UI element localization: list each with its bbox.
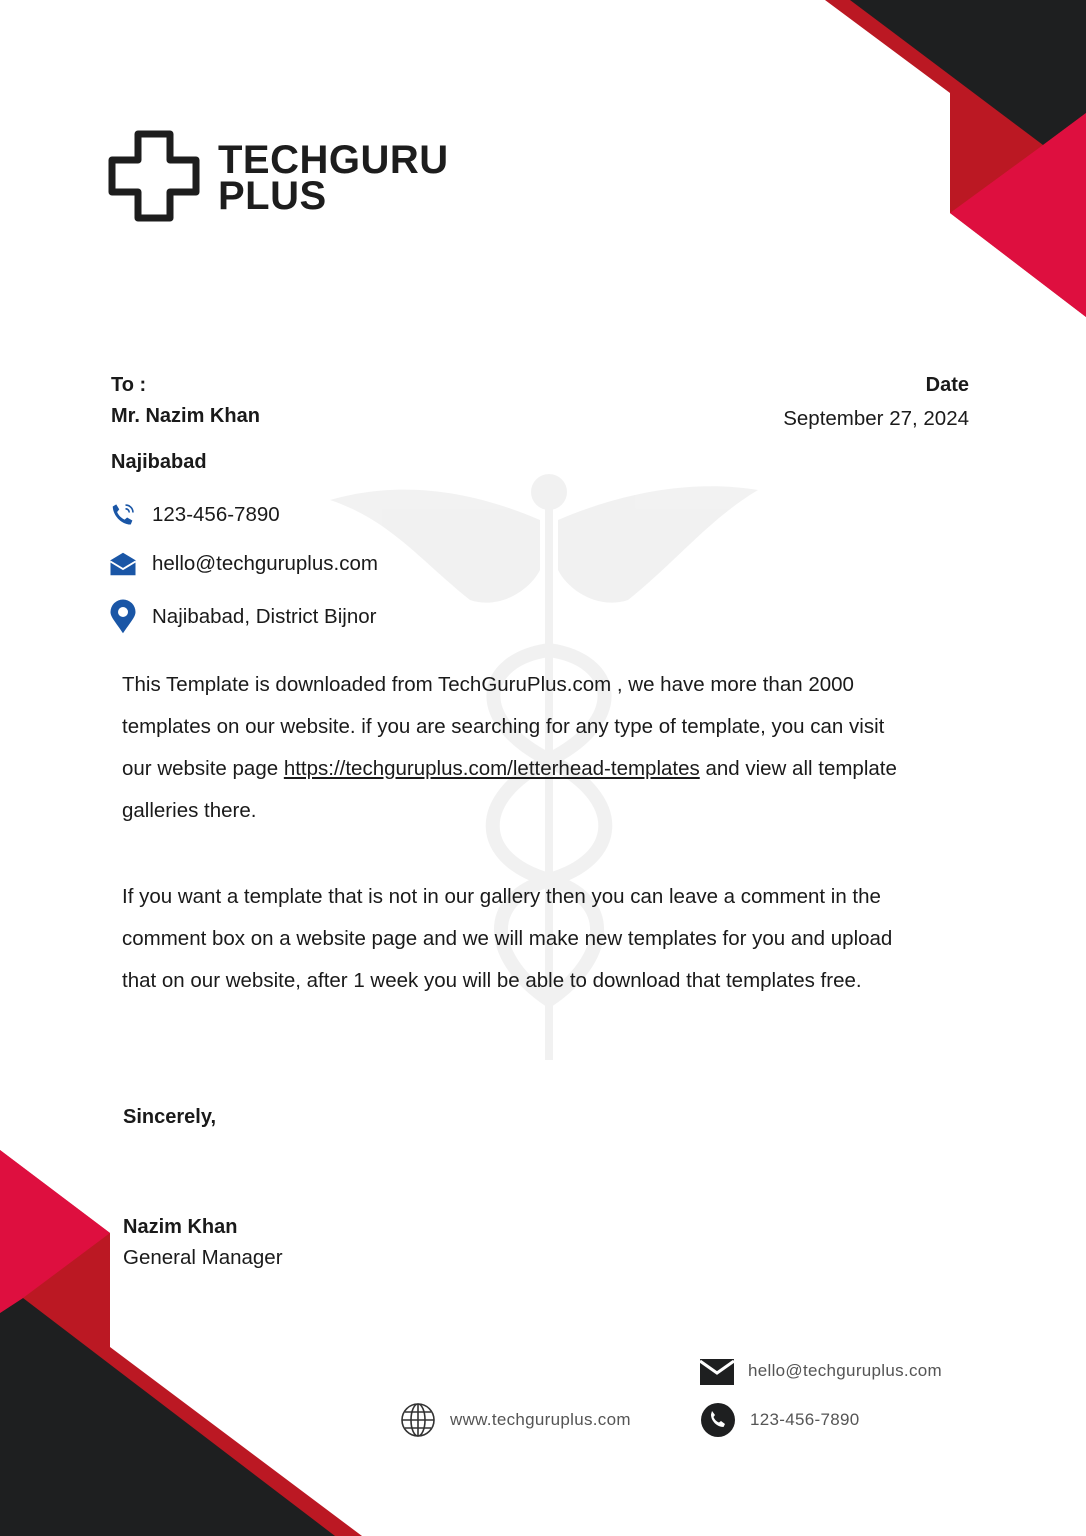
- recipient-email-row: [108, 549, 378, 579]
- cross-logo-icon: [108, 130, 200, 222]
- date-value: September 27, 2024: [783, 407, 969, 430]
- body-text: and view all template: [699, 757, 897, 780]
- location-pin-icon: [108, 598, 138, 636]
- to-label: To :: [111, 374, 147, 396]
- body-p1-line3: [122, 757, 897, 781]
- letterhead-templates-link[interactable]: https://techguruplus.com/letterhead-templates: [283, 757, 700, 780]
- globe-icon: [400, 1402, 436, 1438]
- body-p1-line4: galleries there.: [122, 799, 257, 822]
- date-label: Date: [925, 374, 969, 396]
- body-p2-line1: If you want a template that is not in our gallery then you can leave a comment in the: [122, 885, 881, 908]
- signer-title: General Manager: [123, 1246, 283, 1269]
- footer-phone: [700, 1402, 859, 1438]
- recipient-address: Najibabad, District Bijnor: [152, 605, 377, 628]
- signer-name: Nazim Khan: [123, 1216, 238, 1238]
- logo: [108, 130, 200, 227]
- phone-icon: [108, 500, 138, 530]
- recipient-name: Mr. Nazim Khan: [111, 405, 260, 427]
- recipient-phone: 123-456-7890: [152, 503, 280, 526]
- logo-line-1: TECHGURU: [218, 138, 449, 182]
- footer-website: [400, 1402, 631, 1438]
- envelope-open-icon: [108, 549, 138, 579]
- bottom-left-black-shape: [0, 1298, 335, 1536]
- recipient-email: hello@techguruplus.com: [152, 552, 378, 575]
- footer-email: [700, 1357, 942, 1385]
- mail-icon: [700, 1357, 734, 1385]
- body-p1-line1: This Template is downloaded from TechGuruPlus.com , we have more than 2000: [122, 673, 854, 696]
- closing-salutation: Sincerely,: [123, 1106, 217, 1128]
- logo-line-2: PLUS: [218, 174, 327, 218]
- footer-website-text: www.techguruplus.com: [450, 1410, 631, 1429]
- recipient-address-row: [108, 598, 376, 636]
- footer-email-text: hello@techguruplus.com: [748, 1361, 942, 1380]
- body-text: our website page: [122, 757, 284, 780]
- body-p1-line2: templates on our website. if you are searching for any type of template, you can visit: [122, 715, 885, 738]
- phone-circle-icon: [700, 1402, 736, 1438]
- footer-phone-text: 123-456-7890: [750, 1410, 860, 1429]
- recipient-phone-row: [108, 500, 280, 530]
- recipient-city: Najibabad: [111, 451, 207, 473]
- body-p2-line3: that on our website, after 1 week you will be able to download that templates free.: [122, 969, 862, 992]
- body-p2-line2: comment box on a website page and we will make new templates for you and upload: [122, 927, 893, 950]
